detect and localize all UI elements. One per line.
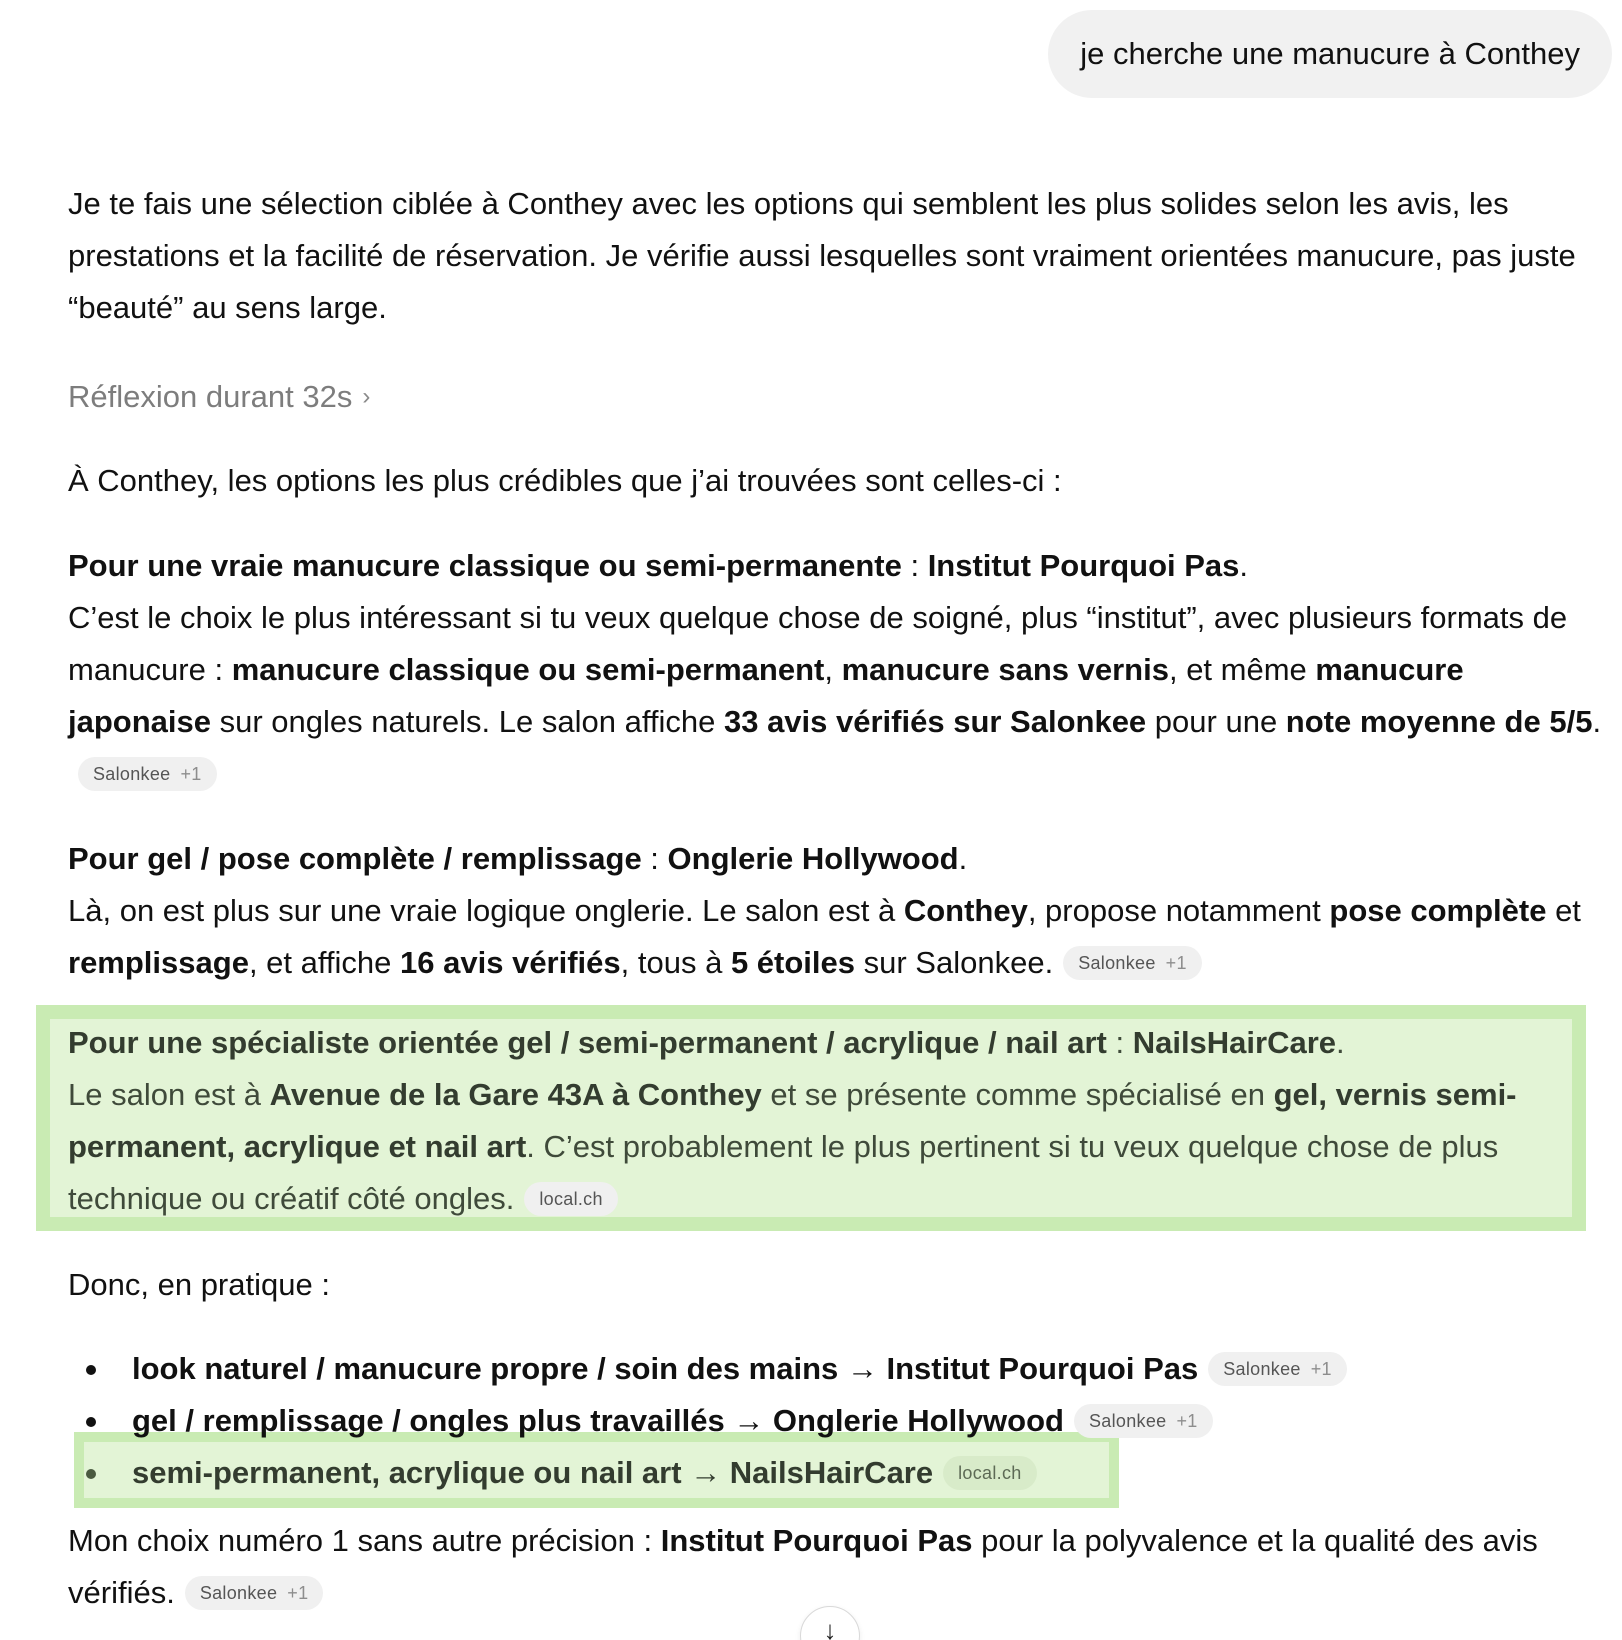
- block2-text: Là, on est plus sur une vraie logique onglerie. Le salon est à: [68, 893, 904, 928]
- block3-text: et se présente comme spécialisé en: [761, 1077, 1274, 1112]
- source-chip[interactable]: [524, 1182, 617, 1216]
- block1-bold: note moyenne de 5/5: [1285, 704, 1593, 739]
- block3-heading: Pour une spécialiste orientée gel / semi-permanent / acrylique / nail art: [68, 1025, 1107, 1060]
- block3-bold: Avenue de la Gare 43A à Conthey: [269, 1077, 762, 1112]
- block1-bold: manucure sans vernis: [841, 652, 1169, 687]
- block1-heading: Pour une vraie manucure classique ou semi-permanente: [68, 548, 902, 583]
- block2-text: sur Salonkee.: [855, 945, 1054, 980]
- recommendation-nailshaircare: [68, 1017, 1598, 1225]
- reflexion-label: Réflexion durant 32s: [68, 379, 353, 414]
- block2-heading-sep: :: [641, 841, 668, 876]
- block2-heading: Pour gel / pose complète / remplissage: [68, 841, 642, 876]
- bullet-icon: [86, 1417, 96, 1427]
- source-chip-count: +1: [287, 1583, 309, 1603]
- block2-bold: remplissage: [68, 945, 249, 980]
- block1-text: , et même: [1168, 652, 1316, 687]
- source-chip-count: +1: [1165, 953, 1187, 973]
- list-item-text: gel / remplissage / ongles plus travaillés → Onglerie Hollywood: [132, 1403, 1064, 1438]
- source-chip-label: local.ch: [539, 1189, 603, 1209]
- block2-name: Onglerie Hollywood: [667, 841, 959, 876]
- lead-paragraph: À Conthey, les options les plus crédibles que j’ai trouvées sont celles-ci :: [68, 463, 1062, 498]
- block1-heading-end: .: [1239, 548, 1249, 583]
- reflexion-toggle[interactable]: [68, 372, 370, 422]
- summary-intro: Donc, en pratique :: [68, 1267, 330, 1302]
- source-chip-label: Salonkee: [1078, 953, 1156, 973]
- block3-heading-sep: :: [1106, 1025, 1133, 1060]
- list-item-text: look naturel / manucure propre / soin des mains → Institut Pourquoi Pas: [132, 1351, 1199, 1386]
- summary-list: [68, 1343, 1347, 1499]
- recommendation-onglerie: [68, 833, 1613, 989]
- user-message-bubble: [1048, 10, 1612, 98]
- recommendation-institut: [68, 540, 1613, 800]
- block2-text: et: [1546, 893, 1581, 928]
- list-item: [68, 1343, 1347, 1395]
- source-chip[interactable]: [1063, 946, 1202, 980]
- source-chip-count: +1: [1176, 1411, 1198, 1431]
- block1-bold: manucure japonaise: [68, 652, 1464, 739]
- block1-name: Institut Pourquoi Pas: [927, 548, 1240, 583]
- source-chip-label: local.ch: [958, 1463, 1022, 1483]
- block3-text: . C’est probablement le plus pertinent si tu veux quelque chose de plus technique ou créatif côté ongles.: [68, 1129, 1499, 1216]
- source-chip-label: Salonkee: [199, 1583, 278, 1603]
- final-recommendation: [68, 1515, 1613, 1619]
- source-chip[interactable]: [1208, 1352, 1347, 1386]
- block2-bold: 16 avis vérifiés: [400, 945, 621, 980]
- source-chip[interactable]: [78, 757, 217, 791]
- list-item-text: semi-permanent, acrylique ou nail art → NailsHairCare: [132, 1455, 934, 1490]
- source-chip[interactable]: [1074, 1404, 1213, 1438]
- block1-text: ,: [824, 652, 842, 687]
- block3-name: NailsHairCare: [1132, 1025, 1337, 1060]
- final-bold: Institut Pourquoi Pas: [660, 1523, 973, 1558]
- list-item: [68, 1395, 1347, 1447]
- block1-heading-sep: :: [901, 548, 928, 583]
- bullet-icon: [86, 1365, 96, 1375]
- arrow-down-icon: ↓: [823, 1615, 837, 1640]
- block3-heading-end: .: [1336, 1025, 1345, 1060]
- source-chip-count: +1: [1310, 1359, 1332, 1379]
- user-message-text: je cherche une manucure à Conthey: [1080, 36, 1580, 71]
- source-chip-label: Salonkee: [1223, 1359, 1301, 1379]
- source-chip-count: +1: [180, 764, 202, 784]
- block1-text: pour une: [1146, 704, 1286, 739]
- source-chip-label: Salonkee: [1088, 1411, 1167, 1431]
- block2-bold: pose complète: [1329, 893, 1547, 928]
- block2-bold: 5 étoiles: [730, 945, 856, 980]
- source-chip-label: Salonkee: [93, 764, 171, 784]
- block3-text: Le salon est à: [68, 1077, 270, 1112]
- source-chip[interactable]: [185, 1576, 324, 1610]
- block2-bold: Conthey: [903, 893, 1028, 928]
- source-chip[interactable]: [943, 1456, 1036, 1490]
- final-text: pour la polyvalence et la qualité des avis vérifiés.: [68, 1523, 1538, 1610]
- block1-text: C’est le choix le plus intéressant si tu veux quelque chose de soigné, plus “institut”, avec plusieurs formats de manucure :: [68, 600, 1568, 687]
- block2-text: , tous à: [620, 945, 731, 980]
- block1-bold: 33 avis vérifiés sur Salonkee: [723, 704, 1147, 739]
- bullet-icon: [86, 1469, 96, 1479]
- final-text: Mon choix numéro 1 sans autre précision :: [68, 1523, 661, 1558]
- block2-text: , et affiche: [248, 945, 401, 980]
- block2-heading-end: .: [958, 841, 968, 876]
- block1-text: .: [1592, 704, 1602, 739]
- intro-paragraph: Je te fais une sélection ciblée à Conthey avec les options qui semblent les plus solides selon les avis, les prestations et la facilité de réservation. Je vérifie aussi lesquelles sont vraiment orientées manucure, pas juste “beauté” au sens large.: [68, 186, 1576, 325]
- block1-text: sur ongles naturels. Le salon affiche: [211, 704, 724, 739]
- block3-bold: gel, vernis semi-permanent, acrylique et nail art: [68, 1077, 1517, 1164]
- chevron-right-icon: ›: [362, 383, 371, 410]
- list-item: [68, 1447, 1347, 1499]
- block2-text: , propose notamment: [1027, 893, 1330, 928]
- block1-bold: manucure classique ou semi-permanent: [231, 652, 825, 687]
